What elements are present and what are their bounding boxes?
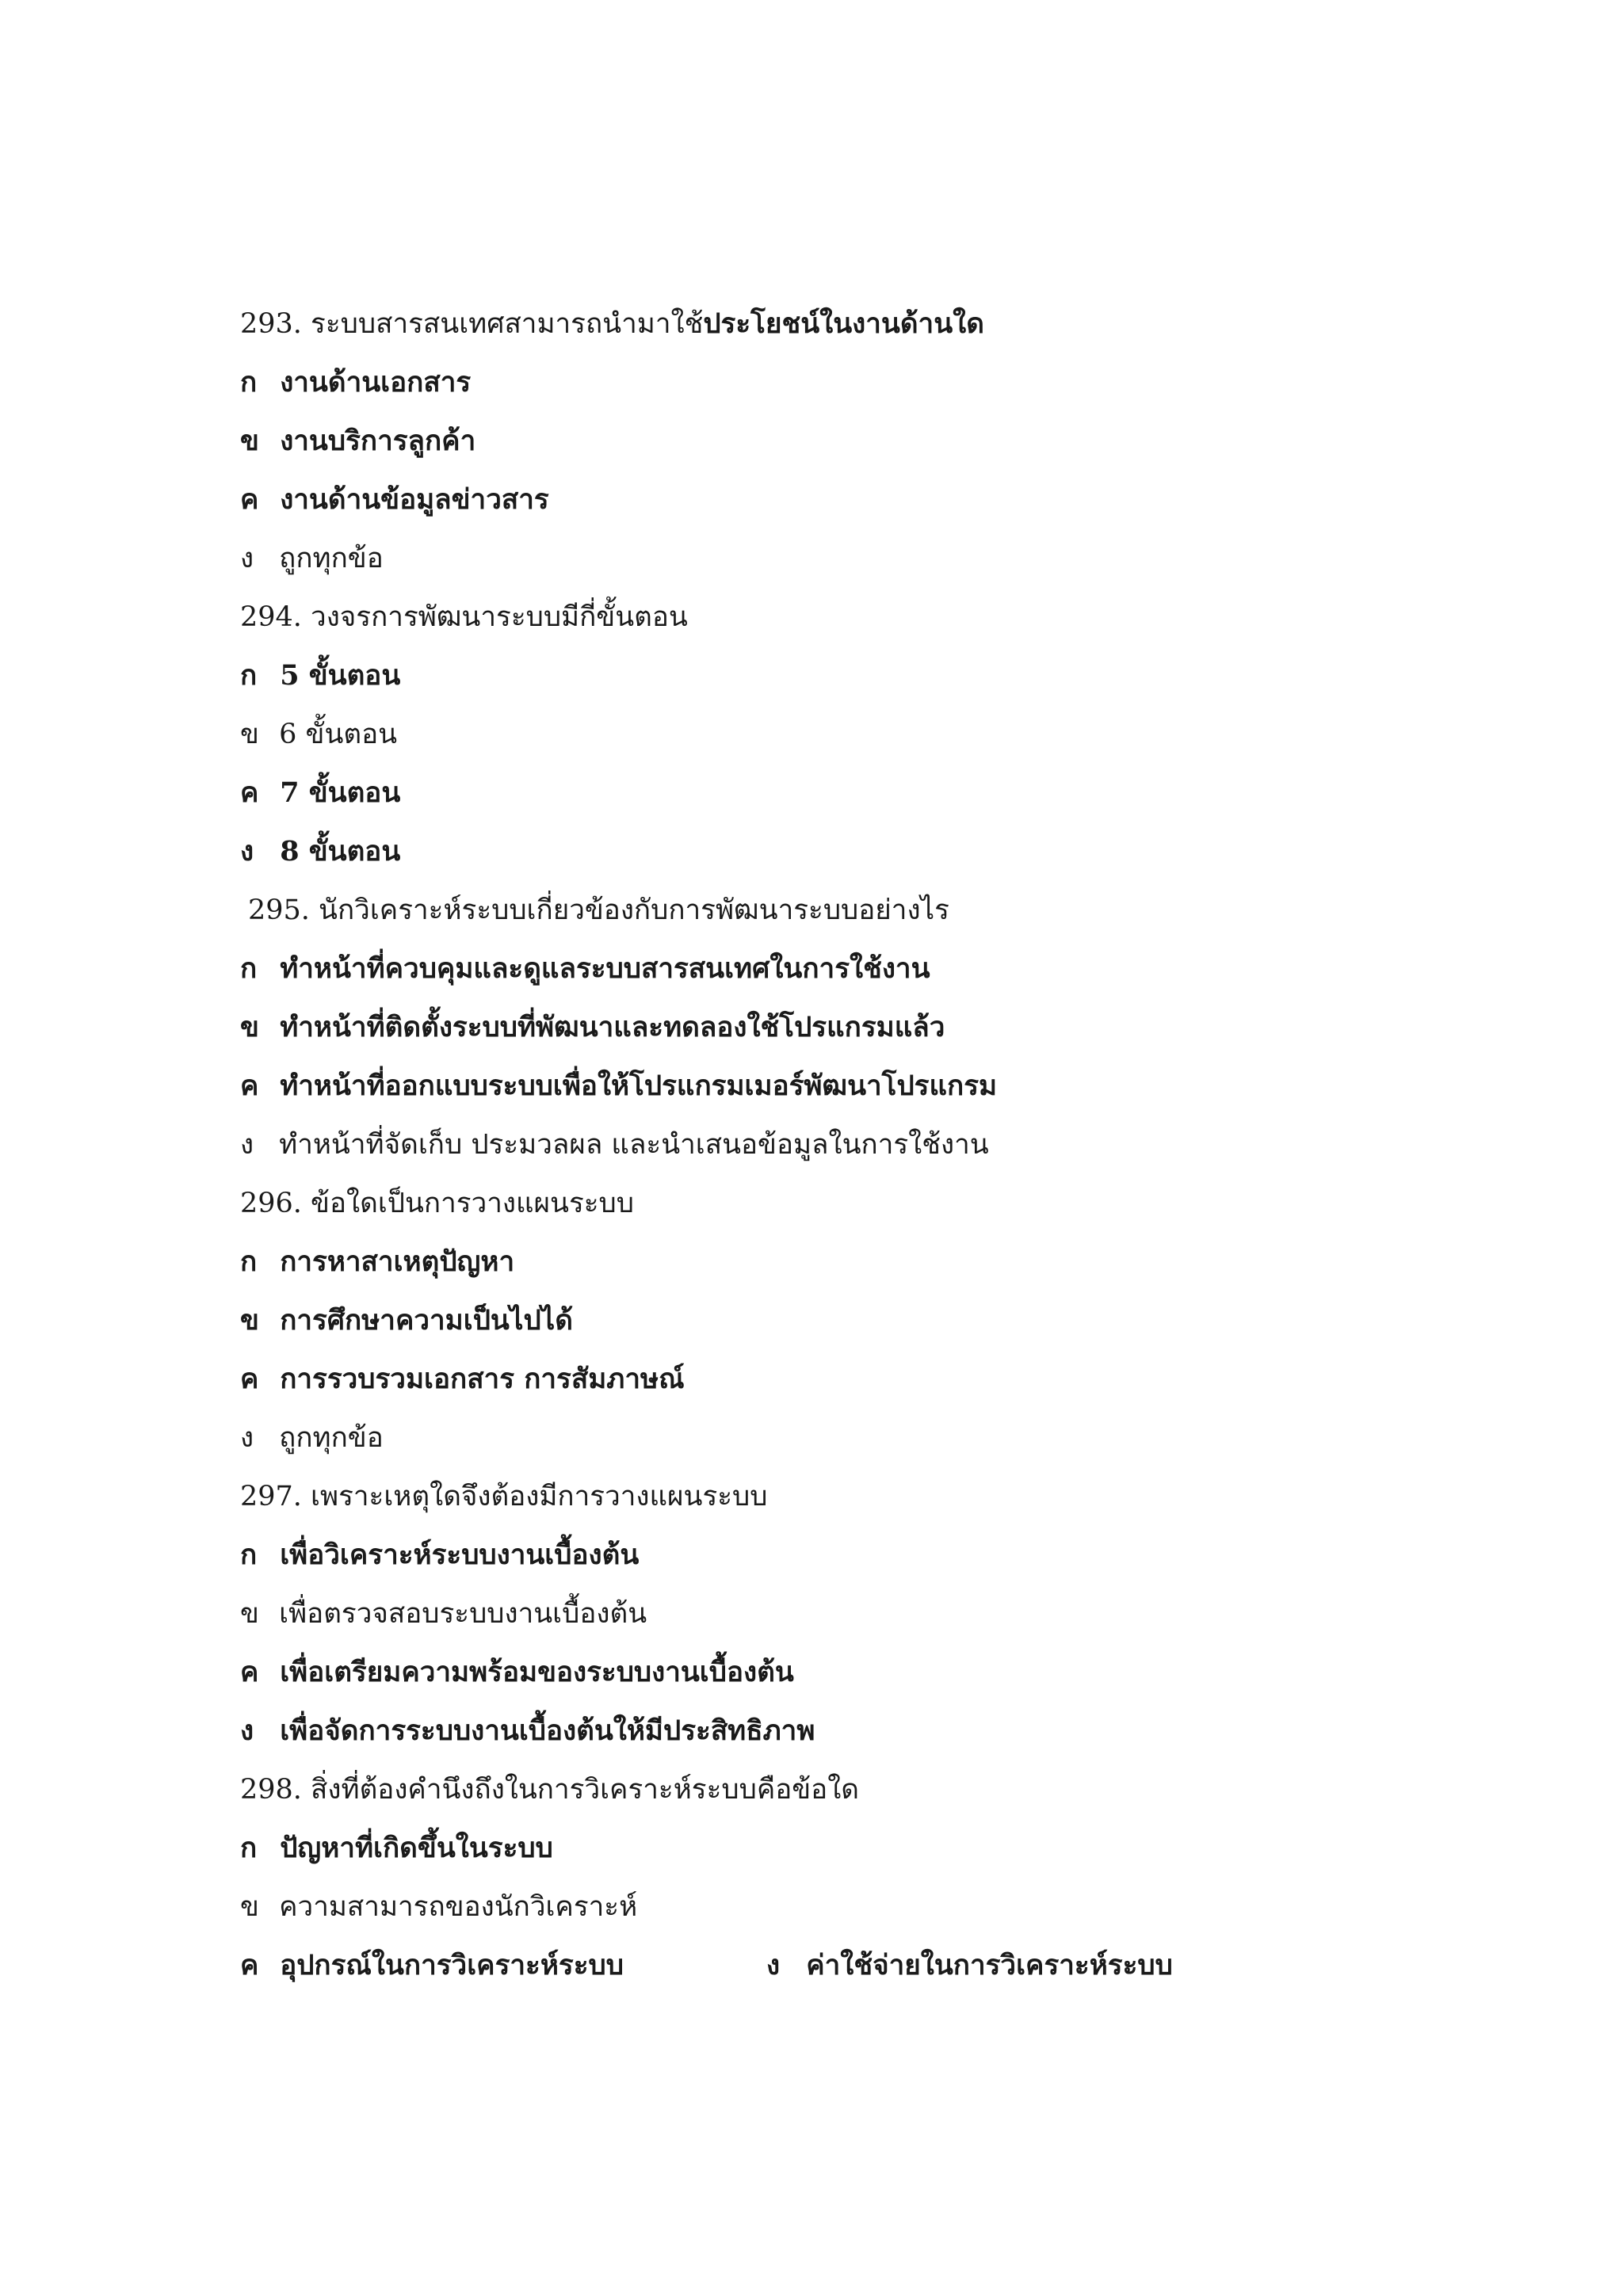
question-text: 294. วงจรการพัฒนาระบบมีกี่ขั้นตอน <box>240 601 688 633</box>
question-list <box>240 295 1587 1995</box>
question-text: 298. สิ่งที่ต้องคำนึงถึงในการวิเคราะห์ระบบคือข้อใด <box>240 1774 860 1806</box>
question-297 <box>240 1467 1587 1526</box>
choice-293-d: ง ถูกทุกข้อ <box>240 543 384 574</box>
choice-297-a: ก เพื่อวิเคราะห์ระบบงานเบื้องต้น <box>240 1539 640 1571</box>
question-text: 297. เพราะเหตุใดจึงต้องมีการวางแผนระบบ <box>240 1481 768 1512</box>
choice-298-a: ก ปัญหาที่เกิดขึ้นในระบบ <box>240 1832 553 1864</box>
choice-298-c: ค อุปกรณ์ในการวิเคราะห์ระบบ <box>240 1949 624 1981</box>
question-295 <box>240 881 1587 940</box>
choice-293-a: ก งานด้านเอกสาร <box>240 366 472 399</box>
choice-295-a: ก ทำหน้าที่ควบคุมและดูแลระบบสารสนเทศในการใช้งาน <box>240 952 930 985</box>
choice-296-d: ง ถูกทุกข้อ <box>240 1422 384 1454</box>
choice-297-b: ข เพื่อตรวจสอบระบบงานเบื้องต้น <box>240 1598 647 1630</box>
question-text: 296. ข้อใดเป็นการวางแผนระบบ <box>240 1188 634 1219</box>
choice-293-b: ข งานบริการลูกค้า <box>240 425 476 457</box>
choice-298-d: ง ค่าใช้จ่ายในการวิเคราะห์ระบบ <box>766 1949 1173 1981</box>
question-text: 295. นักวิเคราะห์ระบบเกี่ยวข้องกับการพัฒนาระบบอย่างไร <box>248 894 949 926</box>
choice-296-b: ข การศึกษาความเป็นไปได้ <box>240 1304 574 1337</box>
question-296 <box>240 1174 1587 1233</box>
choice-294-d: ง 8 ขั้นตอน <box>240 835 401 868</box>
choice-294-c: ค 7 ขั้นตอน <box>240 776 401 809</box>
choice-295-c: ค ทำหน้าที่ออกแบบระบบเพื่อให้โปรแกรมเมอร์พัฒนาโปรแกรม <box>240 1070 998 1102</box>
choice-296-a: ก การหาสาเหตุปัญหา <box>240 1245 515 1278</box>
question-293 <box>240 295 1587 353</box>
choice-298-b: ข ความสามารถของนักวิเคราะห์ <box>240 1891 638 1923</box>
choice-298-c-d-row <box>240 1936 1587 1995</box>
question-298 <box>240 1760 1587 1819</box>
choice-296-c: ค การรวบรวมเอกสาร การสัมภาษณ์ <box>240 1363 685 1395</box>
choice-297-d: ง เพื่อจัดการระบบงานเบื้องต้นให้มีประสิทธิภาพ <box>240 1714 815 1747</box>
choice-295-d: ง ทำหน้าที่จัดเก็บ ประมวลผล และนำเสนอข้อมูลในการใช้งาน <box>240 1129 989 1161</box>
choice-294-b: ข 6 ขั้นตอน <box>240 719 398 750</box>
choice-294-a: ก 5 ขั้นตอน <box>240 659 401 692</box>
choice-295-b: ข ทำหน้าที่ติดตั้งระบบที่พัฒนาและทดลองใช้โปรแกรมแล้ว <box>240 1011 945 1043</box>
question-294 <box>240 588 1587 646</box>
choice-297-c: ค เพื่อเตรียมความพร้อมของระบบงานเบื้องต้น <box>240 1656 794 1688</box>
choice-293-c: ค งานด้านข้อมูลข่าวสาร <box>240 483 549 516</box>
question-text-bold: ประโยชน์ในงานด้านใด <box>703 307 984 340</box>
question-text: 293. ระบบสารสนเทศสามารถนำมาใช้ <box>240 308 704 340</box>
